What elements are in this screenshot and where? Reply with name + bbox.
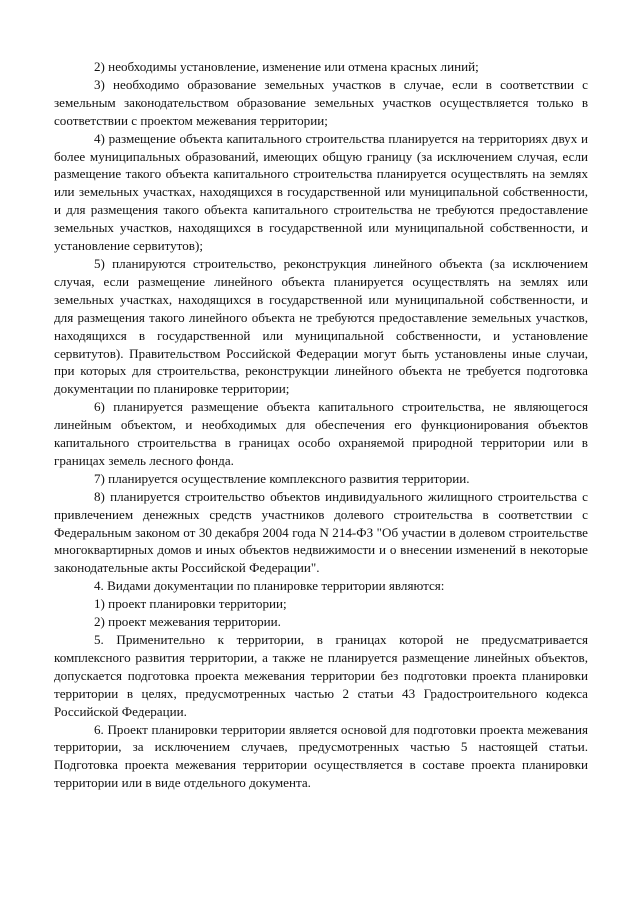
paragraph-section-6: 6. Проект планировки территории является основой для подготовки проекта межевания территории, за исключением случаев, предусмотренных частью 5 настоящей статьи. Подготовка проекта межевания территории осуществляется в составе проекта планировки территории или в виде отдельного документа. <box>54 721 588 791</box>
paragraph-item-7-complex-development: 7) планируется осуществление комплексного развития территории. <box>94 470 470 486</box>
paragraph-item-3-land-plots: 3) необходимо образование земельных участков в случае, если в соответствии с земельным законодательством образование земельных участков осуществляется только в соответствии с проектом межевания территории; <box>54 76 588 128</box>
paragraph-section-5: 5. Применительно к территории, в границах которой не предусматривается комплексного развития территории, а также не планируется размещение линейных объектов, допускается подготовка проекта межевания территории без подготовки проекта планировки территории в целях, предусмотренных частью 2 статьи 43 Градостроительного кодекса Российской Федерации. <box>54 632 588 719</box>
paragraph-section-4-item-2: 2) проект межевания территории. <box>94 614 281 630</box>
paragraph-item-2-red-lines: 2) необходимы установление, изменение или отмена красных линий; <box>94 59 479 74</box>
document-body <box>54 58 588 792</box>
paragraph-section-4-heading: 4. Видами документации по планировке территории являются: <box>94 578 445 594</box>
paragraph-item-8-individual-housing: 8) планируется строительство объектов индивидуального жилищного строительства с привлечением денежных средств участников долевого строительства в соответствии с Федеральным законом от 30 декабря 2004 года N 214-ФЗ "Об участии в долевом строительстве многоквартирных домов и иных объектов недвижимости и о внесении изменений в некоторые законодательные акты Российской Федерации". <box>54 488 588 576</box>
paragraph-section-4-item-1: 1) проект планировки территории; <box>94 596 287 612</box>
paragraph-item-5-linear-object: 5) планируются строительство, реконструкция линейного объекта (за исключением случая, если размещение линейного объекта планируется осуществлять на землях или земельных участках, находящихся в государственной или муниципальной собственности, и для размещения такого линейного объекта не требуются предоставление земельных участков, находящихся в государственной или муниципальной собственности, и установление сервитутов). Правительством Российской Федерации могут быть установлены иные случаи, при которых для строительства, реконструкции линейного объекта не требуется подготовка документации по планировке территории; <box>54 255 588 397</box>
paragraph-item-6-protected-territory: 6) планируется размещение объекта капитального строительства, не являющегося линейным объектом, и необходимых для обеспечения его функционирования объектов капитального строительства в границах особо охраняемой природной территории или в границах земель лесного фонда. <box>54 399 588 468</box>
paragraph-item-4-municipal-territories: 4) размещение объекта капитального строительства планируется на территориях двух и более муниципальных образований, имеющих общую границу (за исключением случая, если размещение такого объекта капитального строительства планируется осуществлять на землях или земельных участках, находящихся в государственной или муниципальной собственности, и для размещения такого объекта капитального строительства не требуются предоставление земельных участков, находящихся в государственной или муниципальной собственности, и установление сервитутов); <box>54 130 588 254</box>
